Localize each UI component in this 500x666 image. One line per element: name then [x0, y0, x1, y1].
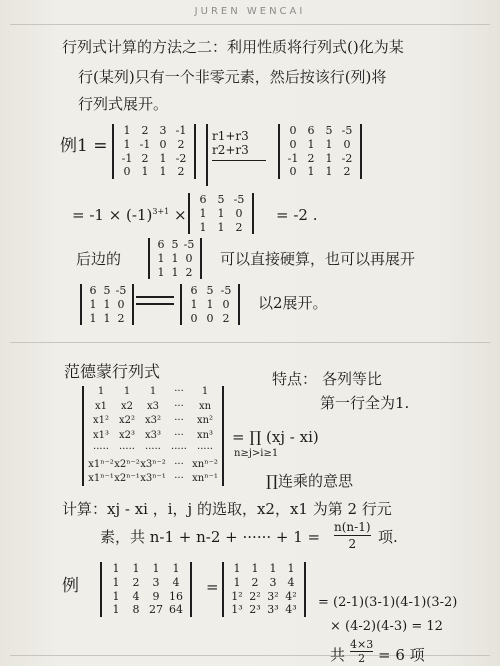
matrix-cell: 2	[307, 151, 315, 165]
matrix-cell: -5	[220, 284, 232, 297]
matrix-cell: 1	[103, 311, 111, 325]
matrix-cell: -5	[233, 193, 245, 206]
example-3-equals: =	[206, 578, 219, 596]
example-3-result-1: = (2-1)(3-1)(4-1)(3-2)	[318, 595, 458, 610]
matrix-cell: ···	[174, 429, 184, 441]
matrix-cell: 0	[289, 137, 297, 151]
matrix-cell: x3²	[144, 415, 161, 426]
note-text: 可以直接硬算，也可以再展开	[220, 250, 416, 268]
example-3-result-2: × (4-2)(4-3) = 12	[330, 619, 443, 634]
row-op-1: r1+r3	[212, 129, 249, 143]
matrix-cell: 1	[325, 137, 333, 151]
matrix-cell: -5	[341, 124, 353, 137]
matrix-cell: 1	[159, 151, 167, 165]
matrix-cell: 1	[159, 165, 167, 179]
matrix-cell: 2	[235, 220, 243, 234]
determinant-h	[222, 562, 306, 617]
matrix-cell: ·····	[197, 444, 213, 455]
total-fraction	[350, 638, 373, 665]
fraction-numerator: n(n-1)	[334, 520, 371, 534]
matrix-cell: 0	[289, 124, 297, 137]
matrix-cell: 4³	[285, 603, 297, 617]
matrix-cell: x1	[94, 400, 107, 412]
matrix-cell: -2	[175, 151, 187, 165]
matrix-cell: 0	[343, 137, 351, 151]
matrix-cell: -1	[139, 137, 151, 151]
matrix-cell: 6	[307, 124, 315, 137]
matrix-cell: x2ⁿ⁻²	[114, 458, 140, 470]
matrix-cell: ···	[174, 473, 184, 484]
matrix-cell: 2	[185, 265, 193, 279]
equals-line-bottom	[136, 303, 174, 305]
matrix-cell: 9	[152, 589, 160, 603]
matrix-cell: x1²	[92, 415, 109, 426]
fraction-denominator: 2	[348, 537, 357, 551]
matrix-cell: -5	[115, 284, 127, 297]
matrix-cell: x3ⁿ⁻²	[140, 458, 166, 470]
note-label: 后边的	[76, 250, 122, 268]
matrix-cell: 1	[123, 124, 131, 137]
page-header: JUREN WENCAI	[194, 6, 306, 17]
matrix-cell: x1³	[92, 429, 109, 441]
matrix-cell: 0	[235, 206, 243, 220]
matrix-cell: 6	[89, 284, 97, 297]
matrix-cell: x3³	[144, 429, 161, 441]
matrix-cell: x3	[146, 400, 159, 412]
row-op-2: r2+r3	[212, 143, 249, 157]
matrix-cell: -1	[287, 151, 299, 165]
matrix-cell: ·····	[171, 444, 187, 455]
matrix-cell: 1	[123, 137, 131, 151]
matrix-cell: -2	[341, 151, 353, 165]
matrix-cell: 3³	[267, 603, 279, 617]
matrix-cell: 5	[206, 284, 214, 297]
matrix-cell: xnⁿ⁻²	[192, 458, 218, 470]
matrix-cell: xnⁿ⁻¹	[192, 473, 218, 484]
matrix-cell: 1	[141, 165, 149, 179]
matrix-cell: -1	[175, 124, 187, 137]
matrix-cell: 1	[287, 562, 295, 575]
matrix-cell: xn³	[196, 429, 214, 441]
matrix-cell: 2	[141, 124, 149, 137]
matrix-cell: 0	[190, 311, 198, 325]
matrix-cell: ·····	[93, 444, 109, 455]
matrix-cell: 0	[117, 297, 125, 311]
step-2-exponent: 3+1	[152, 207, 170, 216]
matrix-cell: 1	[112, 589, 120, 603]
matrix-cell: x2²	[118, 415, 135, 426]
matrix-cell: 1	[112, 562, 120, 575]
vandermonde-title: 范德蒙行列式	[64, 362, 161, 381]
matrix-cell: x1ⁿ⁻¹	[88, 473, 114, 484]
matrix-cell: 1	[89, 311, 97, 325]
matrix-cell: 1	[123, 386, 131, 397]
feature-1: 各列等比	[322, 370, 383, 388]
determinant-a	[112, 124, 196, 179]
matrix-cell: x2³	[118, 429, 135, 441]
product-subscript: n≥j>i≥1	[234, 448, 279, 459]
matrix-cell: 6	[199, 193, 207, 206]
matrix-cell: 2	[177, 137, 185, 151]
matrix-cell: 0	[123, 165, 131, 179]
product-note: ∏连乘的意思	[266, 472, 353, 490]
total-fraction-numerator: 4×3	[350, 638, 374, 651]
matrix-cell: 0	[185, 251, 193, 265]
matrix-cell: 3	[152, 575, 160, 589]
matrix-cell: ···	[174, 400, 184, 412]
total-suffix: = 6 项	[378, 646, 425, 664]
matrix-cell: xn	[198, 400, 212, 412]
equals-line-top	[136, 296, 174, 298]
matrix-cell: 0	[159, 137, 167, 151]
matrix-cell: 1	[325, 151, 333, 165]
matrix-cell: -1	[121, 151, 133, 165]
matrix-cell: 1	[201, 386, 209, 397]
step-2-result: = -2 .	[276, 206, 318, 224]
matrix-cell: 1	[157, 265, 165, 279]
matrix-cell: 1	[199, 206, 207, 220]
matrix-cell: 1	[103, 297, 111, 311]
count-line-2-end: 项.	[378, 528, 398, 546]
matrix-cell: ···	[174, 386, 184, 397]
matrix-cell: 2	[177, 165, 185, 179]
intro-line-1: 行列式计算的方法之二：利用性质将行列式()化为某	[62, 38, 404, 56]
matrix-cell: 1	[97, 386, 105, 397]
matrix-cell: 5	[171, 238, 179, 251]
step-2-times: ×	[174, 206, 187, 224]
matrix-cell: 1	[89, 297, 97, 311]
matrix-cell: 64	[169, 603, 183, 617]
total-prefix: 共	[330, 646, 346, 664]
matrix-cell: 1	[171, 265, 179, 279]
underline	[212, 160, 266, 161]
intro-line-3: 行列式展开。	[78, 95, 169, 113]
matrix-cell: 1	[233, 575, 241, 589]
matrix-cell: 1	[307, 165, 315, 179]
matrix-cell: 0	[222, 297, 230, 311]
step-2-text: = -1 × (-1)	[72, 206, 153, 224]
matrix-cell: 2	[251, 575, 259, 589]
matrix-cell: 0	[206, 311, 214, 325]
matrix-cell: 1	[269, 562, 277, 575]
matrix-cell: ···	[174, 458, 184, 470]
determinant-c	[188, 193, 254, 234]
matrix-cell: 1	[152, 562, 160, 575]
matrix-cell: 1	[325, 165, 333, 179]
matrix-cell: 4	[132, 589, 140, 603]
matrix-cell: x2	[120, 400, 133, 412]
matrix-cell: 0	[289, 165, 297, 179]
matrix-cell: 3	[159, 124, 167, 137]
determinant-b	[278, 124, 362, 179]
matrix-cell: 1	[171, 251, 179, 265]
matrix-cell: 6	[190, 284, 198, 297]
matrix-cell: 1	[199, 220, 207, 234]
vandermonde-product: = ∏ (xj - xi)	[232, 428, 319, 446]
ruled-line	[10, 24, 490, 25]
matrix-cell: x1ⁿ⁻²	[88, 458, 114, 470]
example-2-text: 以2展开。	[258, 294, 328, 312]
determinant-f	[180, 284, 240, 325]
feature-2: 第一行全为1.	[320, 394, 410, 412]
matrix-cell: ·····	[119, 444, 135, 455]
matrix-cell: ·····	[145, 444, 161, 455]
matrix-cell: 1	[172, 562, 180, 575]
count-line-1: 计算：xj - xi ，i，j 的选取，x2，x1 为第 2 行元	[62, 500, 392, 518]
determinant-g	[100, 562, 192, 617]
matrix-cell: 4	[172, 575, 180, 589]
vandermonde-determinant	[82, 386, 224, 486]
matrix-cell: 1	[190, 297, 198, 311]
matrix-cell: 2	[117, 311, 125, 325]
determinant-d	[148, 238, 202, 279]
example-1-label: 例1 =	[60, 136, 108, 156]
ruled-line	[10, 342, 490, 343]
matrix-cell: 2	[132, 575, 140, 589]
matrix-cell: 1³	[231, 603, 243, 617]
matrix-cell: 6	[157, 238, 165, 251]
matrix-cell: 4²	[285, 589, 297, 603]
matrix-cell: 1	[157, 251, 165, 265]
matrix-cell: 1	[206, 297, 214, 311]
matrix-cell: 3	[269, 575, 277, 589]
matrix-cell: 1	[251, 562, 259, 575]
matrix-cell: 2	[222, 311, 230, 325]
matrix-cell: ···	[174, 415, 184, 426]
matrix-cell: 5	[103, 284, 111, 297]
matrix-cell: 16	[169, 589, 183, 603]
matrix-cell: 2³	[249, 603, 261, 617]
step-2-prefix	[72, 208, 187, 223]
matrix-cell: 5	[325, 124, 333, 137]
matrix-cell: 27	[149, 603, 163, 617]
determinant-e	[80, 284, 134, 325]
matrix-cell: 2	[141, 151, 149, 165]
matrix-cell: 4	[287, 575, 295, 589]
matrix-cell: x3ⁿ⁻¹	[140, 473, 166, 484]
matrix-cell: 1	[132, 562, 140, 575]
example-3-label: 例	[62, 576, 79, 596]
matrix-cell: 1	[149, 386, 157, 397]
matrix-cell: xn²	[196, 415, 214, 426]
features-label: 特点：	[272, 370, 318, 388]
matrix-cell: 1	[112, 603, 120, 617]
matrix-cell: 1²	[231, 589, 243, 603]
matrix-cell: 1	[307, 137, 315, 151]
matrix-cell: x2ⁿ⁻¹	[114, 473, 140, 484]
matrix-cell: 1	[217, 206, 225, 220]
matrix-cell: 8	[132, 603, 140, 617]
matrix-cell: 1	[112, 575, 120, 589]
intro-line-2: 行(某列)只有一个非零元素，然后按该行(列)将	[78, 68, 387, 86]
matrix-cell: -5	[183, 238, 195, 251]
matrix-cell: 2	[343, 165, 351, 179]
matrix-cell: 2²	[249, 589, 261, 603]
step-bar	[206, 124, 208, 186]
count-fraction	[334, 520, 371, 551]
count-line-2: 素，共 n-1 + n-2 + ······ + 1 =	[100, 528, 321, 546]
matrix-cell: 3²	[267, 589, 279, 603]
total-fraction-denominator: 2	[358, 652, 366, 665]
matrix-cell: 5	[217, 193, 225, 206]
matrix-cell: 1	[217, 220, 225, 234]
matrix-cell: 1	[233, 562, 241, 575]
